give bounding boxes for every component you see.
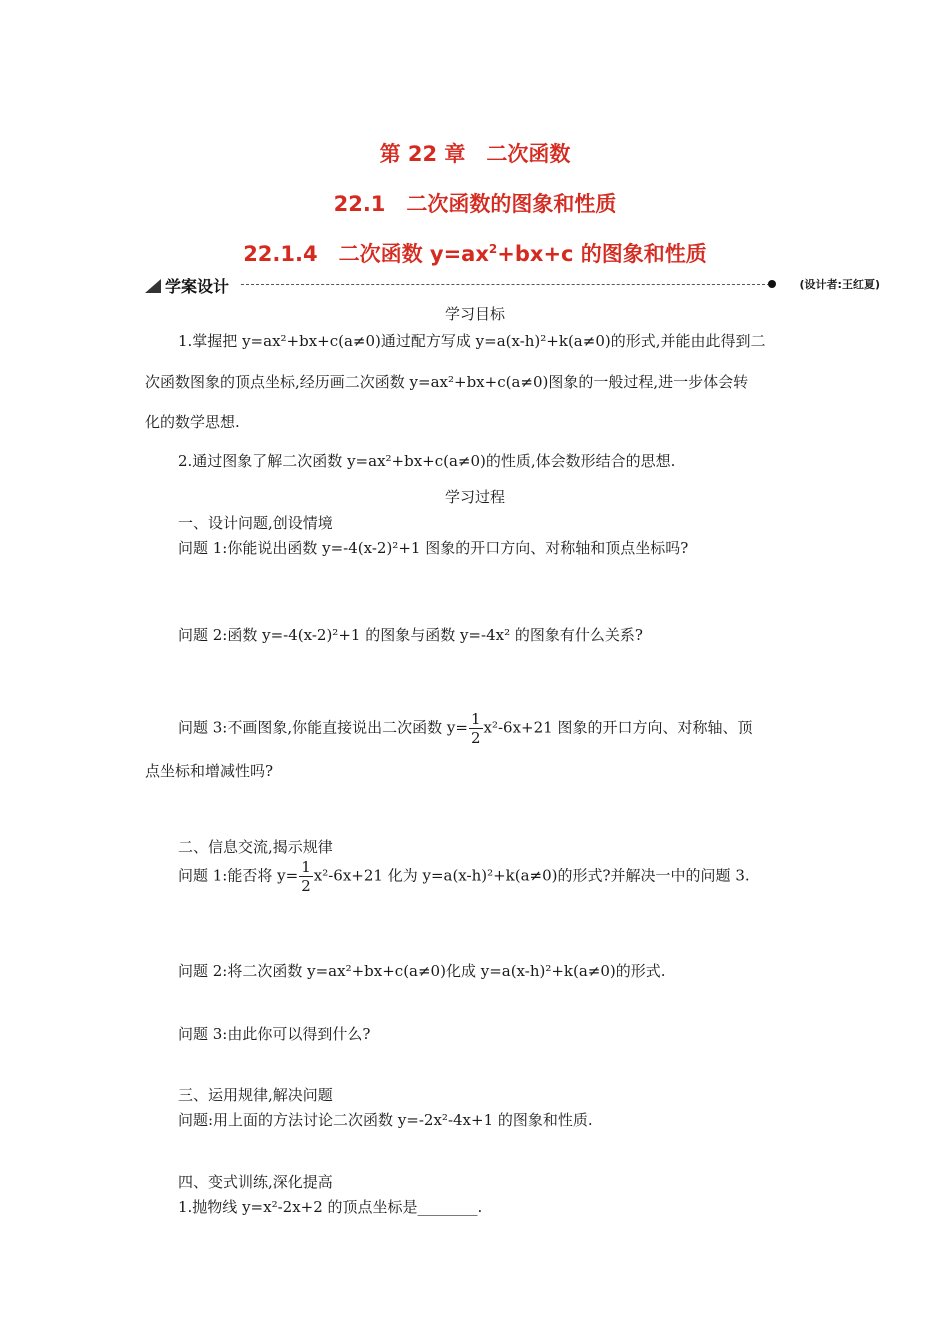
part-2-title: 二、信息交流,揭示规律 [178,838,333,856]
part-1-question-3-line-2: 点坐标和增减性吗? [145,762,274,780]
part-2-question-1 [178,858,750,895]
subsection-title [0,238,950,268]
subsection-title-exponent: 2 [488,242,498,256]
part-1-question-3 [178,710,752,747]
part-2-question-3: 问题 3:由此你可以得到什么? [178,1025,371,1043]
goal-2: 2.通过图象了解二次函数 y=ax²+bx+c(a≠0)的性质,体会数形结合的思想. [178,452,676,470]
part-1-question-2: 问题 2:函数 y=-4(x-2)²+1 的图象与函数 y=-4x² 的图象有什么关系? [178,626,643,644]
q3-text-end: x²-6x+21 图象的开口方向、对称轴、顶 [483,718,753,737]
fraction-numerator: 1 [301,858,311,876]
goal-1-line-1: 1.掌握把 y=ax²+bx+c(a≠0)通过配方写成 y=a(x-h)²+k(a≠0)的形式,并能由此得到二 [178,332,766,350]
part-2-question-2: 问题 2:将二次函数 y=ax²+bx+c(a≠0)化成 y=a(x-h)²+k(a≠0)的形式. [178,962,666,980]
part-3-title: 三、运用规律,解决问题 [178,1086,333,1104]
fraction-one-half [469,710,483,747]
bullet-dot-icon [768,280,776,288]
part-1-title: 一、设计问题,创设情境 [178,514,333,532]
goal-1-line-2: 次函数图象的顶点坐标,经历画二次函数 y=ax²+bx+c(a≠0)图象的一般过程,进一步体会转 [145,373,749,391]
part-4-question-1: 1.抛物线 y=x²-2x+2 的顶点坐标是________. [178,1198,483,1216]
part-3-question: 问题:用上面的方法讨论二次函数 y=-2x²-4x+1 的图象和性质. [178,1111,593,1129]
process-heading: 学习过程 [444,488,505,506]
dashed-divider [241,284,770,285]
subsection-title-suffix: +bx+c 的图象和性质 [497,242,707,266]
banner-designer: (设计者:王红夏) [799,278,880,291]
fraction-denominator: 2 [301,877,311,895]
fraction-denominator: 2 [470,729,481,747]
chapter-title: 第 22 章 二次函数 [379,142,571,166]
subsection-title-prefix: 22.1.4 二次函数 y=ax [243,242,489,266]
goals-heading: 学习目标 [444,305,505,323]
p2q1-text-start: 问题 1:能否将 y= [178,866,299,885]
triangle-icon [145,279,161,293]
study-plan-banner [145,274,880,296]
p2q1-text-end: x²-6x+21 化为 y=a(x-h)²+k(a≠0)的形式?并解决一中的问题 3. [313,866,750,885]
section-title: 22.1 二次函数的图象和性质 [333,192,617,216]
part-4-title: 四、变式训练,深化提高 [178,1173,333,1191]
fraction-one-half [299,858,313,895]
q3-text-start: 问题 3:不画图象,你能直接说出二次函数 y= [178,718,468,737]
part-1-question-1: 问题 1:你能说出函数 y=-4(x-2)²+1 图象的开口方向、对称轴和顶点坐标吗? [178,539,689,557]
goal-1-line-3: 化的数学思想. [145,413,240,431]
fraction-numerator: 1 [470,710,481,728]
banner-title: 学案设计 [165,277,230,296]
